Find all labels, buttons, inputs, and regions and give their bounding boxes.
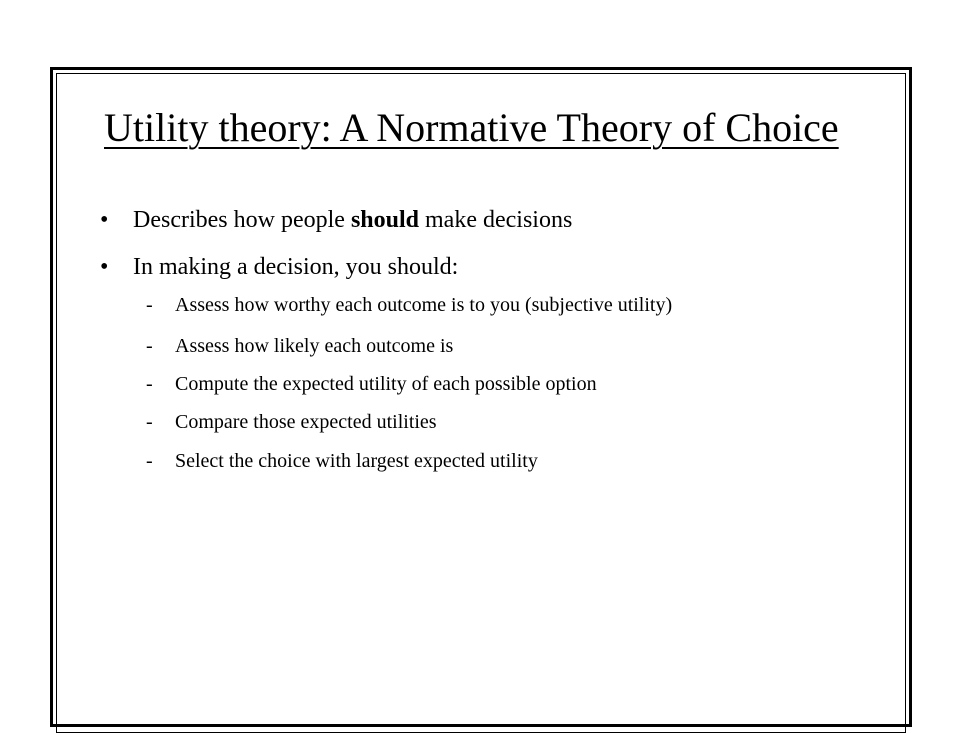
sub-item-text: Select the choice with largest expected utility [175, 450, 538, 472]
sub-item-text: Assess how worthy each outcome is to you (subjective utility) [175, 294, 673, 316]
sub-item-marker: - [146, 373, 153, 395]
bullet-marker: • [100, 254, 109, 280]
bullet-marker: • [100, 207, 109, 233]
bullet-text-emphasis: should [350, 207, 419, 233]
sub-item-marker: - [146, 294, 153, 316]
sub-item-marker: - [146, 411, 153, 433]
slide-title: Utility theory: A Normative Theory of Choice [104, 105, 839, 150]
bullet-text-post: make decisions [419, 207, 573, 233]
sub-item-text: Assess how likely each outcome is [175, 335, 454, 357]
sub-item-marker: - [146, 335, 153, 357]
bullet-text [133, 205, 572, 235]
bullet-text: In making a decision, you should: [133, 254, 459, 280]
bullet-text-pre: Describes how people [133, 207, 351, 233]
sub-item-text: Compute the expected utility of each possible option [175, 373, 597, 395]
sub-item-marker: - [146, 450, 153, 472]
sub-item-text: Compare those expected utilities [175, 411, 437, 433]
slide-frame-inner [56, 73, 906, 733]
